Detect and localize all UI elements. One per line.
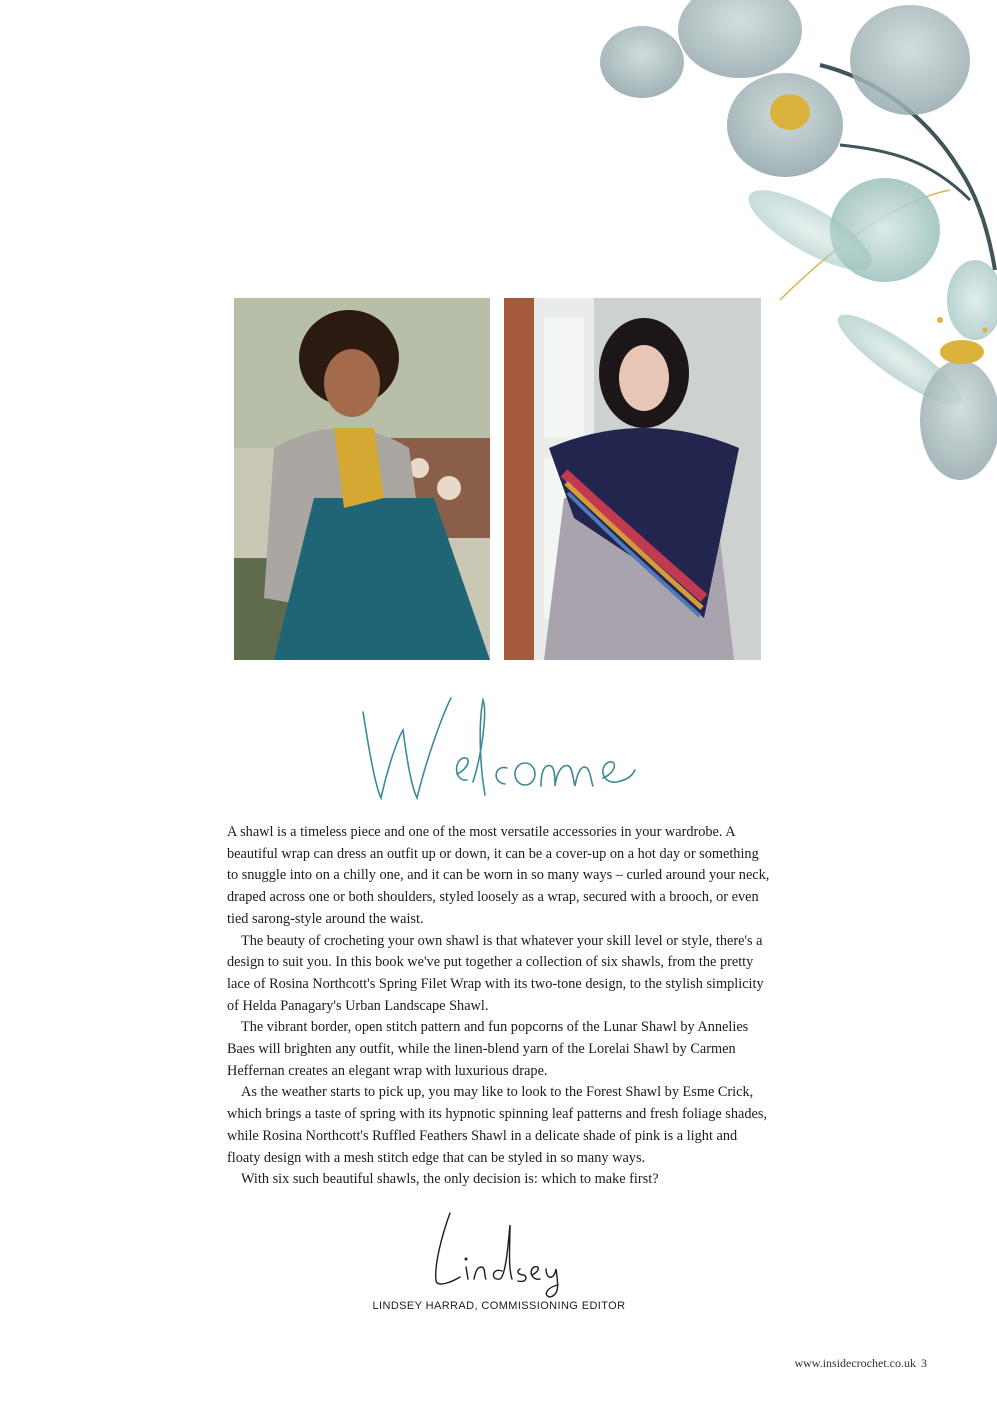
editorial-body (227, 822, 772, 1191)
paragraph-5: With six such beautiful shawls, the only decision is: which to make first? (241, 1171, 659, 1188)
paragraph-1: A shawl is a timeless piece and one of the most versatile accessories in your wardrobe. A beautiful wrap can dress an outfit up or down, it can be a cover-up on a hot day or something to snuggle into on a chilly one, and it can be worn in so many ways – curled around your neck, draped across one or both shoulders, styled loosely as a wrap, secured with a brooch, or even tied sarong-style around the waist. (227, 824, 770, 927)
paragraph-3: The vibrant border, open stitch pattern and fun popcorns of the Lunar Shawl by Annelies Baes will brighten any outfit, while the linen-blend yarn of the Lorelai Shawl by Carmen Heffernan creates an elegant wrap with luxurious drape. (227, 1019, 749, 1079)
photo-woman-lunar-shawl (504, 298, 761, 660)
paragraph-2: The beauty of crocheting your own shawl is that whatever your skill level or style, there's a design to suit you. In this book we've put together a collection of six shawls, from the pretty lace of Rosina Northcott's Spring Filet Wrap with its two-tone design, to the stylish simplicity of Helda Panagary's Urban Landscape Shawl. (227, 932, 764, 1014)
editor-credit: LINDSEY HARRAD, COMMISSIONING EDITOR (372, 1300, 626, 1312)
photo-woman-gray-shawl (234, 298, 490, 660)
website-link[interactable]: www.insidecrochet.co.uk (794, 1356, 916, 1370)
page-number: 3 (921, 1356, 927, 1370)
page-footer (794, 1356, 927, 1371)
signature (420, 1205, 580, 1300)
paragraph-4: As the weather starts to pick up, you may like to look to the Forest Shawl by Esme Crick, which brings a taste of spring with its hypnotic spinning leaf patterns and fresh foliage shades, while Rosina Northcott's Ruffled Feathers Shawl in a delicate shade of pink is a light and floaty design with a mesh stitch edge that can be styled in so many ways. (227, 1084, 767, 1166)
welcome-heading (355, 690, 645, 810)
